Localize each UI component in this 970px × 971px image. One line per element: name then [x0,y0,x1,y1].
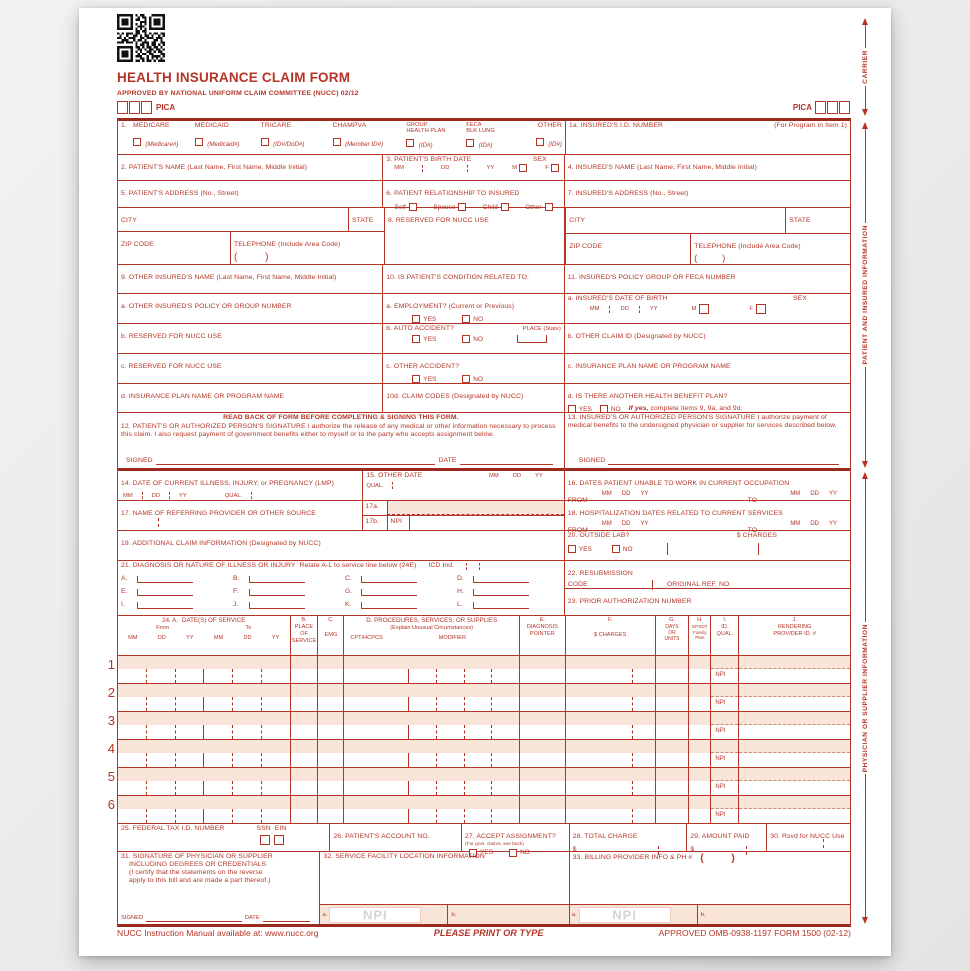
icd-ind-label: ICD Ind. [428,562,455,569]
box9a-other-policy[interactable]: a. OTHER INSURED'S POLICY OR GROUP NUMBER [118,294,383,323]
box23-prior-auth[interactable]: 23. PRIOR AUTHORIZATION NUMBER [567,598,692,605]
box9-other-insured-name[interactable]: 9. OTHER INSURED'S NAME (Last Name, First Name, Middle Initial) [118,265,383,293]
insured-zip[interactable]: ZIP CODE [566,234,691,264]
medicaid-checkbox[interactable] [195,138,203,146]
svc-procedures-cell[interactable] [344,656,520,683]
pica-label: PICA [156,103,176,112]
box1a-insured-id[interactable] [566,121,850,154]
box16-unable-to-work[interactable]: 16. DATES PATIENT UNABLE TO WORK IN CURRENT OCCUPATION MM DD YY MM DD YY FROM TO [567,480,837,504]
box32a-label: a. [322,911,328,918]
patient-signature-date-line[interactable] [460,457,553,465]
auto-yes-checkbox[interactable] [412,335,420,343]
box27-accept-assignment: 27. ACCEPT ASSIGNMENT? (For govt. claims, see back) YES NO [462,824,570,851]
svc-epsdt-cell[interactable] [689,656,711,683]
svc-days-units-cell[interactable] [656,740,690,767]
feca-sub: (ID#) [478,142,493,149]
diagnosis-l-field[interactable] [473,602,529,609]
box17a-field[interactable] [387,501,563,515]
pica-label: PICA [792,103,812,112]
other-accident-no-checkbox[interactable] [462,375,470,383]
svc-days-units-cell[interactable] [656,796,690,823]
svc-emg-cell[interactable] [318,768,344,795]
service-line-number: 2 [107,685,115,700]
insured-state[interactable]: STATE [789,217,811,224]
box11d-other-benefit-plan: d. IS THERE ANOTHER HEALTH BENEFIT PLAN? YES NO If yes, complete items 9, 9a, and 9d. [567,393,743,413]
npi-watermark: NPI [362,907,388,922]
npi-watermark: NPI [612,907,637,922]
tricare-sub: (ID#/DoD#) [273,141,305,149]
champva-checkbox[interactable] [333,138,341,146]
box11-policy-group[interactable]: 11. INSURED'S POLICY GROUP OR FECA NUMBER [567,274,736,281]
svc-diagnosis-pointer-cell[interactable] [520,796,566,823]
col-epsdt: H. EPSDT Family Plan [689,616,711,655]
box25-federal-tax-id[interactable]: 25. FEDERAL TAX I.D. NUMBER SSN EIN [118,824,330,851]
pica-checkbox[interactable] [141,101,152,114]
col-id-qual: I. ID. QUAL. [711,616,739,655]
group-health-sub: (ID#) [418,142,433,149]
box17-referring-provider[interactable]: 17. NAME OF REFERRING PROVIDER OR OTHER SOURCE [118,501,363,530]
employment-yes-checkbox[interactable] [412,315,420,323]
svc-dates-cell[interactable] [118,656,291,683]
tricare-checkbox[interactable] [261,138,269,146]
box18-hospitalization-dates[interactable]: 18. HOSPITALIZATION DATES RELATED TO CURRENT SERVICES MM DD YY MM DD YY FROM TO [567,510,837,534]
service-line[interactable] [107,740,850,768]
place-state-field[interactable] [517,335,547,343]
place-state-label: PLACE (State) [522,326,561,333]
svc-id-qual-cell[interactable]: NPI [711,740,739,767]
svc-id-qual-cell[interactable]: NPI [711,684,739,711]
col-place-of-service: B. PLACE OF SERVICE [291,616,319,655]
insured-female-checkbox[interactable] [756,304,766,314]
arrow-up-icon [862,472,868,479]
svc-rendering-provider-cell[interactable] [739,740,850,767]
box33-billing-provider[interactable]: 33. BILLING PROVIDER INFO & PH # ( ) a. NPI b. [570,852,850,924]
svc-emg-cell[interactable] [318,740,344,767]
service-line[interactable] [107,768,850,796]
medicare-label: MEDICARE [132,122,170,129]
svc-emg-cell[interactable] [318,684,344,711]
insured-telephone[interactable]: TELEPHONE (Include Area Code) ( ) [691,234,850,264]
arrow-up-icon [862,122,868,129]
box33a-label: a. [571,911,577,918]
other-checkbox[interactable] [536,138,544,146]
other-accident-yes-checkbox[interactable] [412,375,420,383]
svc-place-cell[interactable] [291,796,319,823]
arrow-up-icon [862,18,868,25]
box15-other-date[interactable]: 15. OTHER DATE MM DD YY QUAL. [363,471,564,500]
svc-emg-cell[interactable] [318,796,344,823]
svc-rendering-provider-cell[interactable] [739,684,850,711]
col-emg: C. EMG [318,616,344,655]
service-lines [107,656,850,824]
box4-insured-name[interactable]: 4. INSURED'S NAME (Last Name, First Name, Middle Initial) [567,164,757,171]
box1-number: 1. [121,122,127,129]
medicaid-label: MEDICAID [194,122,229,129]
box6-relationship: 6. PATIENT RELATIONSHIP TO INSURED Self Spouse Child Other [383,181,565,207]
carrier-rail-label: CARRIER [861,50,869,84]
svc-id-qual-cell[interactable]: NPI [711,768,739,795]
qr-code [117,14,165,62]
service-line-number: 5 [107,769,115,784]
box11a-insured-birthdate[interactable]: a. INSURED'S DATE OF BIRTH SEX MM DD YY M F [567,295,808,313]
service-line-number: 1 [107,657,115,672]
box26-patient-account[interactable]: 26. PATIENT'S ACCOUNT NO. [330,824,462,851]
col-days-units: G. DAYS OR UNITS [656,616,690,655]
svc-diagnosis-pointer-cell[interactable] [520,656,566,683]
other-sub: (ID#) [548,141,562,149]
footer-print-or-type: PLEASE PRINT OR TYPE [433,928,544,938]
svc-place-cell[interactable] [291,684,319,711]
col-charges: F. $ CHARGES [566,616,656,655]
box14-current-illness-date[interactable]: 14. DATE OF CURRENT ILLNESS, INJURY, or PREGNANCY (LMP) MM DD YY QUAL. [118,471,363,500]
physician-signature-line[interactable] [146,914,241,922]
svc-emg-cell[interactable] [318,712,344,739]
pica-right [790,101,851,114]
box1-insurance-type: 1. MEDICARE (Medicare#) MEDICAID (Medicaid#) TRICARE (ID#/DoD#) CHAMPVA (Member ID#) GROUP HEALTH PLAN (ID#) FECA BLK LUNG (ID#) OTHER (ID#) [118,121,566,154]
svc-days-units-cell[interactable] [656,656,690,683]
service-line-number: 4 [107,741,115,756]
patient-telephone[interactable]: TELEPHONE (Include Area Code) ( ) [231,232,384,264]
box17b-label: 17b. [365,518,379,525]
svc-dates-cell[interactable] [118,796,291,823]
box10c-other-accident: c. OTHER ACCIDENT? YES NO [383,354,565,383]
svc-procedures-cell[interactable] [344,740,520,767]
female-checkbox[interactable] [551,164,559,172]
ein-checkbox[interactable] [274,835,284,845]
svc-charges-cell[interactable] [566,656,656,683]
ssn-checkbox[interactable] [260,835,270,845]
group-health-checkbox[interactable] [406,139,414,147]
svc-id-qual-cell[interactable]: NPI [711,712,739,739]
svc-charges-cell[interactable] [566,684,656,711]
svc-epsdt-cell[interactable] [689,768,711,795]
physician-date-line[interactable] [263,914,311,922]
svc-emg-cell[interactable] [318,656,344,683]
arrow-down-icon [862,109,868,116]
box9d-plan-name[interactable]: d. INSURANCE PLAN NAME OR PROGRAM NAME [118,384,383,412]
svc-rendering-provider-cell[interactable] [739,712,850,739]
sex-label: SEX [532,156,547,163]
box10b-auto-accident: b. AUTO ACCIDENT? PLACE (State) YES NO [383,324,565,353]
diagnosis-k-field[interactable] [361,602,417,609]
box17a-label: 17a. [365,503,379,510]
svc-diagnosis-pointer-cell[interactable] [520,712,566,739]
claim-form-paper [79,8,891,956]
diagnosis-f-field[interactable] [249,589,305,596]
service-line[interactable] [107,796,850,824]
svc-days-units-cell[interactable] [656,768,690,795]
box13-insured-signature: 13. INSURED'S OR AUTHORIZED PERSON'S SIGNATURE I authorize payment of medical benefits to the undersigned physician or supplier for services described below. SIGNED [565,413,850,468]
arrow-down-icon [862,461,868,468]
box10a-employment: a. EMPLOYMENT? (Current or Previous) YES NO [383,294,565,323]
diagnosis-c-field[interactable] [361,576,417,583]
svc-charges-cell[interactable] [566,740,656,767]
patient-insured-rail-label: PATIENT AND INSURED INFORMATION [861,225,869,365]
col-diagnosis-pointer: E. DIAGNOSIS POINTER [520,616,566,655]
box20-outside-lab: 20. OUTSIDE LAB? $ CHARGES YES NO [565,531,850,560]
svc-epsdt-cell[interactable] [689,740,711,767]
box5-patient-address[interactable]: 5. PATIENT'S ADDRESS (No., Street) [118,181,383,207]
box12-patient-signature: READ BACK OF FORM BEFORE COMPLETING & SIGNING THIS FORM. 12. PATIENT'S OR AUTHORIZED PERSON'S SIGNATURE I authorize the release of any medical or other information necessary to process this claim. I also request payment of government benefits either to myself or to the party who accepts assignment below. SIGNED DATE [118,413,565,468]
pica-left [117,101,178,114]
physician-supplier-rail [857,472,873,924]
svc-epsdt-cell[interactable] [689,712,711,739]
other-label: OTHER [537,122,562,129]
diagnosis-g-field[interactable] [361,589,417,596]
male-checkbox[interactable] [519,164,527,172]
medicare-sub: (Medicare#) [145,141,179,149]
pica-checkbox[interactable] [827,101,838,114]
box31-physician-signature: 31. SIGNATURE OF PHYSICIAN OR SUPPLIER INCLUDING DEGREES OR CREDENTIALS (I certify that the statements on the reverse apply to this bill and are made a part thereof.) SIGNED DATE [118,852,320,924]
form-table [107,118,851,927]
col-rendering-provider: J. RENDERING PROVIDER ID. # [773,617,816,637]
box29-amount-paid[interactable]: 29. AMOUNT PAID $ [687,824,767,851]
box21-diagnosis: 21. DIAGNOSIS OR NATURE OF ILLNESS OR INJURY Relate A-L to service line below (24E) ICD Ind. A. B. C. D. E. F. G. H. I. J. K. L. [118,561,565,615]
box1a-label: 1a. INSURED'S I.D. NUMBER [569,122,664,129]
svc-dates-cell[interactable] [118,712,291,739]
box2-patient-name[interactable]: 2. PATIENT'S NAME (Last Name, First Name, Middle Initial) [118,155,383,180]
svc-epsdt-cell[interactable] [689,796,711,823]
champva-sub: (Member ID#) [344,141,384,149]
carrier-rail [857,18,873,116]
lab-yes-checkbox[interactable] [568,545,576,553]
footer-nucc-manual: NUCC Instruction Manual available at: www.nucc.org [117,928,319,938]
service-line[interactable] [107,712,850,740]
champva-label: CHAMPVA [332,122,367,129]
box11c-plan-name[interactable]: c. INSURANCE PLAN NAME OR PROGRAM NAME [567,363,731,370]
lab-no-checkbox[interactable] [612,545,620,553]
phone-parens: ( ) [234,252,269,263]
svc-rendering-provider-cell[interactable] [739,768,850,795]
tricare-label: TRICARE [260,122,292,129]
box7-insured-address[interactable]: 7. INSURED'S ADDRESS (No., Street) [567,190,689,197]
box19-additional-claim-info[interactable]: 19. ADDITIONAL CLAIM INFORMATION (Designated by NUCC) [118,531,565,560]
svc-procedures-cell[interactable] [344,684,520,711]
group-health-label: GROUP [406,122,428,128]
svc-procedures-cell[interactable] [344,796,520,823]
service-line-number: 3 [107,713,115,728]
svc-id-qual-cell[interactable]: NPI [711,656,739,683]
svc-diagnosis-pointer-cell[interactable] [520,768,566,795]
svc-charges-cell[interactable] [566,796,656,823]
svc-place-cell[interactable] [291,656,319,683]
approval-subtitle: APPROVED BY NATIONAL UNIFORM CLAIM COMMITTEE (NUCC) 02/12 [117,90,359,97]
insured-signature-line[interactable] [608,457,839,465]
svc-diagnosis-pointer-cell[interactable] [520,684,566,711]
svc-days-units-cell[interactable] [656,712,690,739]
footer [117,928,851,938]
diagnosis-h-field[interactable] [473,589,529,596]
diagnosis-d-field[interactable] [473,576,529,583]
box32-service-facility[interactable]: 32. SERVICE FACILITY LOCATION INFORMATION a. NPI b. [320,852,569,924]
box1a-note: (For Program in Item 1) [774,122,847,129]
footer-omb-approval: APPROVED OMB-0938-1197 FORM 1500 (02-12) [658,928,851,938]
medicaid-sub: (Medicaid#) [207,141,240,149]
arrow-down-icon [862,917,868,924]
insured-city[interactable]: CITY [566,208,786,233]
box22-resubmission[interactable]: 22. RESUBMISSION CODE ORIGINAL REF. NO. [565,561,850,589]
employment-no-checkbox[interactable] [462,315,470,323]
patient-zip[interactable]: ZIP CODE [118,232,231,264]
diagnosis-j-field[interactable] [249,602,305,609]
box10d-claim-codes[interactable]: 10d. CLAIM CODES (Designated by NUCC) [383,384,565,412]
patient-insured-rail [857,122,873,468]
service-line-number: 6 [107,797,115,812]
patient-state[interactable]: STATE [352,217,374,224]
pica-checkbox[interactable] [839,101,850,114]
svc-place-cell[interactable] [291,712,319,739]
physician-supplier-rail-label: PHYSICIAN OR SUPPLIER INFORMATION [861,623,869,773]
readback-notice: READ BACK OF FORM BEFORE COMPLETING & SIGNING THIS FORM. [223,414,459,421]
diagnosis-a-field[interactable] [137,576,193,583]
box17b-npi-label: NPI [387,516,409,530]
box32b-label: b. [451,911,457,918]
svc-dates-cell[interactable] [118,684,291,711]
svc-epsdt-cell[interactable] [689,684,711,711]
svc-charges-cell[interactable] [566,712,656,739]
box30-reserved-nucc: 30. Rsvd for NUCC Use [767,824,850,851]
service-line[interactable] [107,656,850,684]
svc-procedures-cell[interactable] [344,768,520,795]
feca-checkbox[interactable] [466,139,474,147]
feca-label: FECA [466,122,482,128]
svc-place-cell[interactable] [291,740,319,767]
svc-charges-cell[interactable] [566,768,656,795]
insured-male-checkbox[interactable] [699,304,709,314]
diagnosis-b-field[interactable] [249,576,305,583]
diagnosis-i-field[interactable] [137,602,193,609]
medicare-checkbox[interactable] [133,138,141,146]
billing-phone-parens: ( ) [700,853,735,864]
patient-signature-line[interactable] [156,457,436,465]
pica-checkbox[interactable] [815,101,826,114]
box9b-reserved: b. RESERVED FOR NUCC USE [118,324,383,353]
service-line[interactable] [107,684,850,712]
female-label: F [545,165,549,172]
box28-total-charge[interactable]: 28. TOTAL CHARGE $ [570,824,688,851]
page-title: HEALTH INSURANCE CLAIM FORM [117,70,351,85]
box11b-other-claim-id[interactable]: b. OTHER CLAIM ID (Designated by NUCC) [567,333,706,340]
box33b-label: b. [700,911,706,918]
svc-dates-cell[interactable] [118,768,291,795]
charges-label: $ CHARGES [736,532,777,539]
col-procedures: D. PROCEDURES, SERVICES, OR SUPPLIES (Explain Unusual Circumstances) CPT/HCPCS MODIFIER [344,616,520,655]
box17b-field[interactable] [409,516,563,530]
svc-rendering-provider-cell[interactable] [739,656,850,683]
box32a-npi-field[interactable] [329,907,421,923]
col-dates-of-service: 24. A. DATE(S) OF SERVICE From To MM DD YY MM DD YY [118,616,291,655]
male-label: M [512,165,518,172]
svc-id-qual-cell[interactable]: NPI [711,796,739,823]
benefit-no-checkbox[interactable] [600,405,608,413]
pica-checkbox[interactable] [117,101,128,114]
svc-place-cell[interactable] [291,768,319,795]
patient-city[interactable]: CITY [118,208,349,231]
box3-birthdate-sex[interactable]: 3. PATIENT'S BIRTH DATE SEX MM DD YY M F [383,155,565,180]
box33a-npi-field[interactable] [579,907,671,923]
diagnosis-e-field[interactable] [137,589,193,596]
svc-rendering-provider-cell[interactable] [739,796,850,823]
svc-procedures-cell[interactable] [344,712,520,739]
benefit-yes-checkbox[interactable] [568,405,576,413]
pica-checkbox[interactable] [129,101,140,114]
pica-row [117,101,851,118]
box9c-reserved: c. RESERVED FOR NUCC USE [118,354,383,383]
svc-diagnosis-pointer-cell[interactable] [520,740,566,767]
box10-condition-related: 10. IS PATIENT'S CONDITION RELATED TO: [383,265,565,293]
auto-no-checkbox[interactable] [462,335,470,343]
phone-parens: ( ) [694,253,726,263]
svc-days-units-cell[interactable] [656,684,690,711]
svc-dates-cell[interactable] [118,740,291,767]
box8-reserved: 8. RESERVED FOR NUCC USE [384,208,565,264]
